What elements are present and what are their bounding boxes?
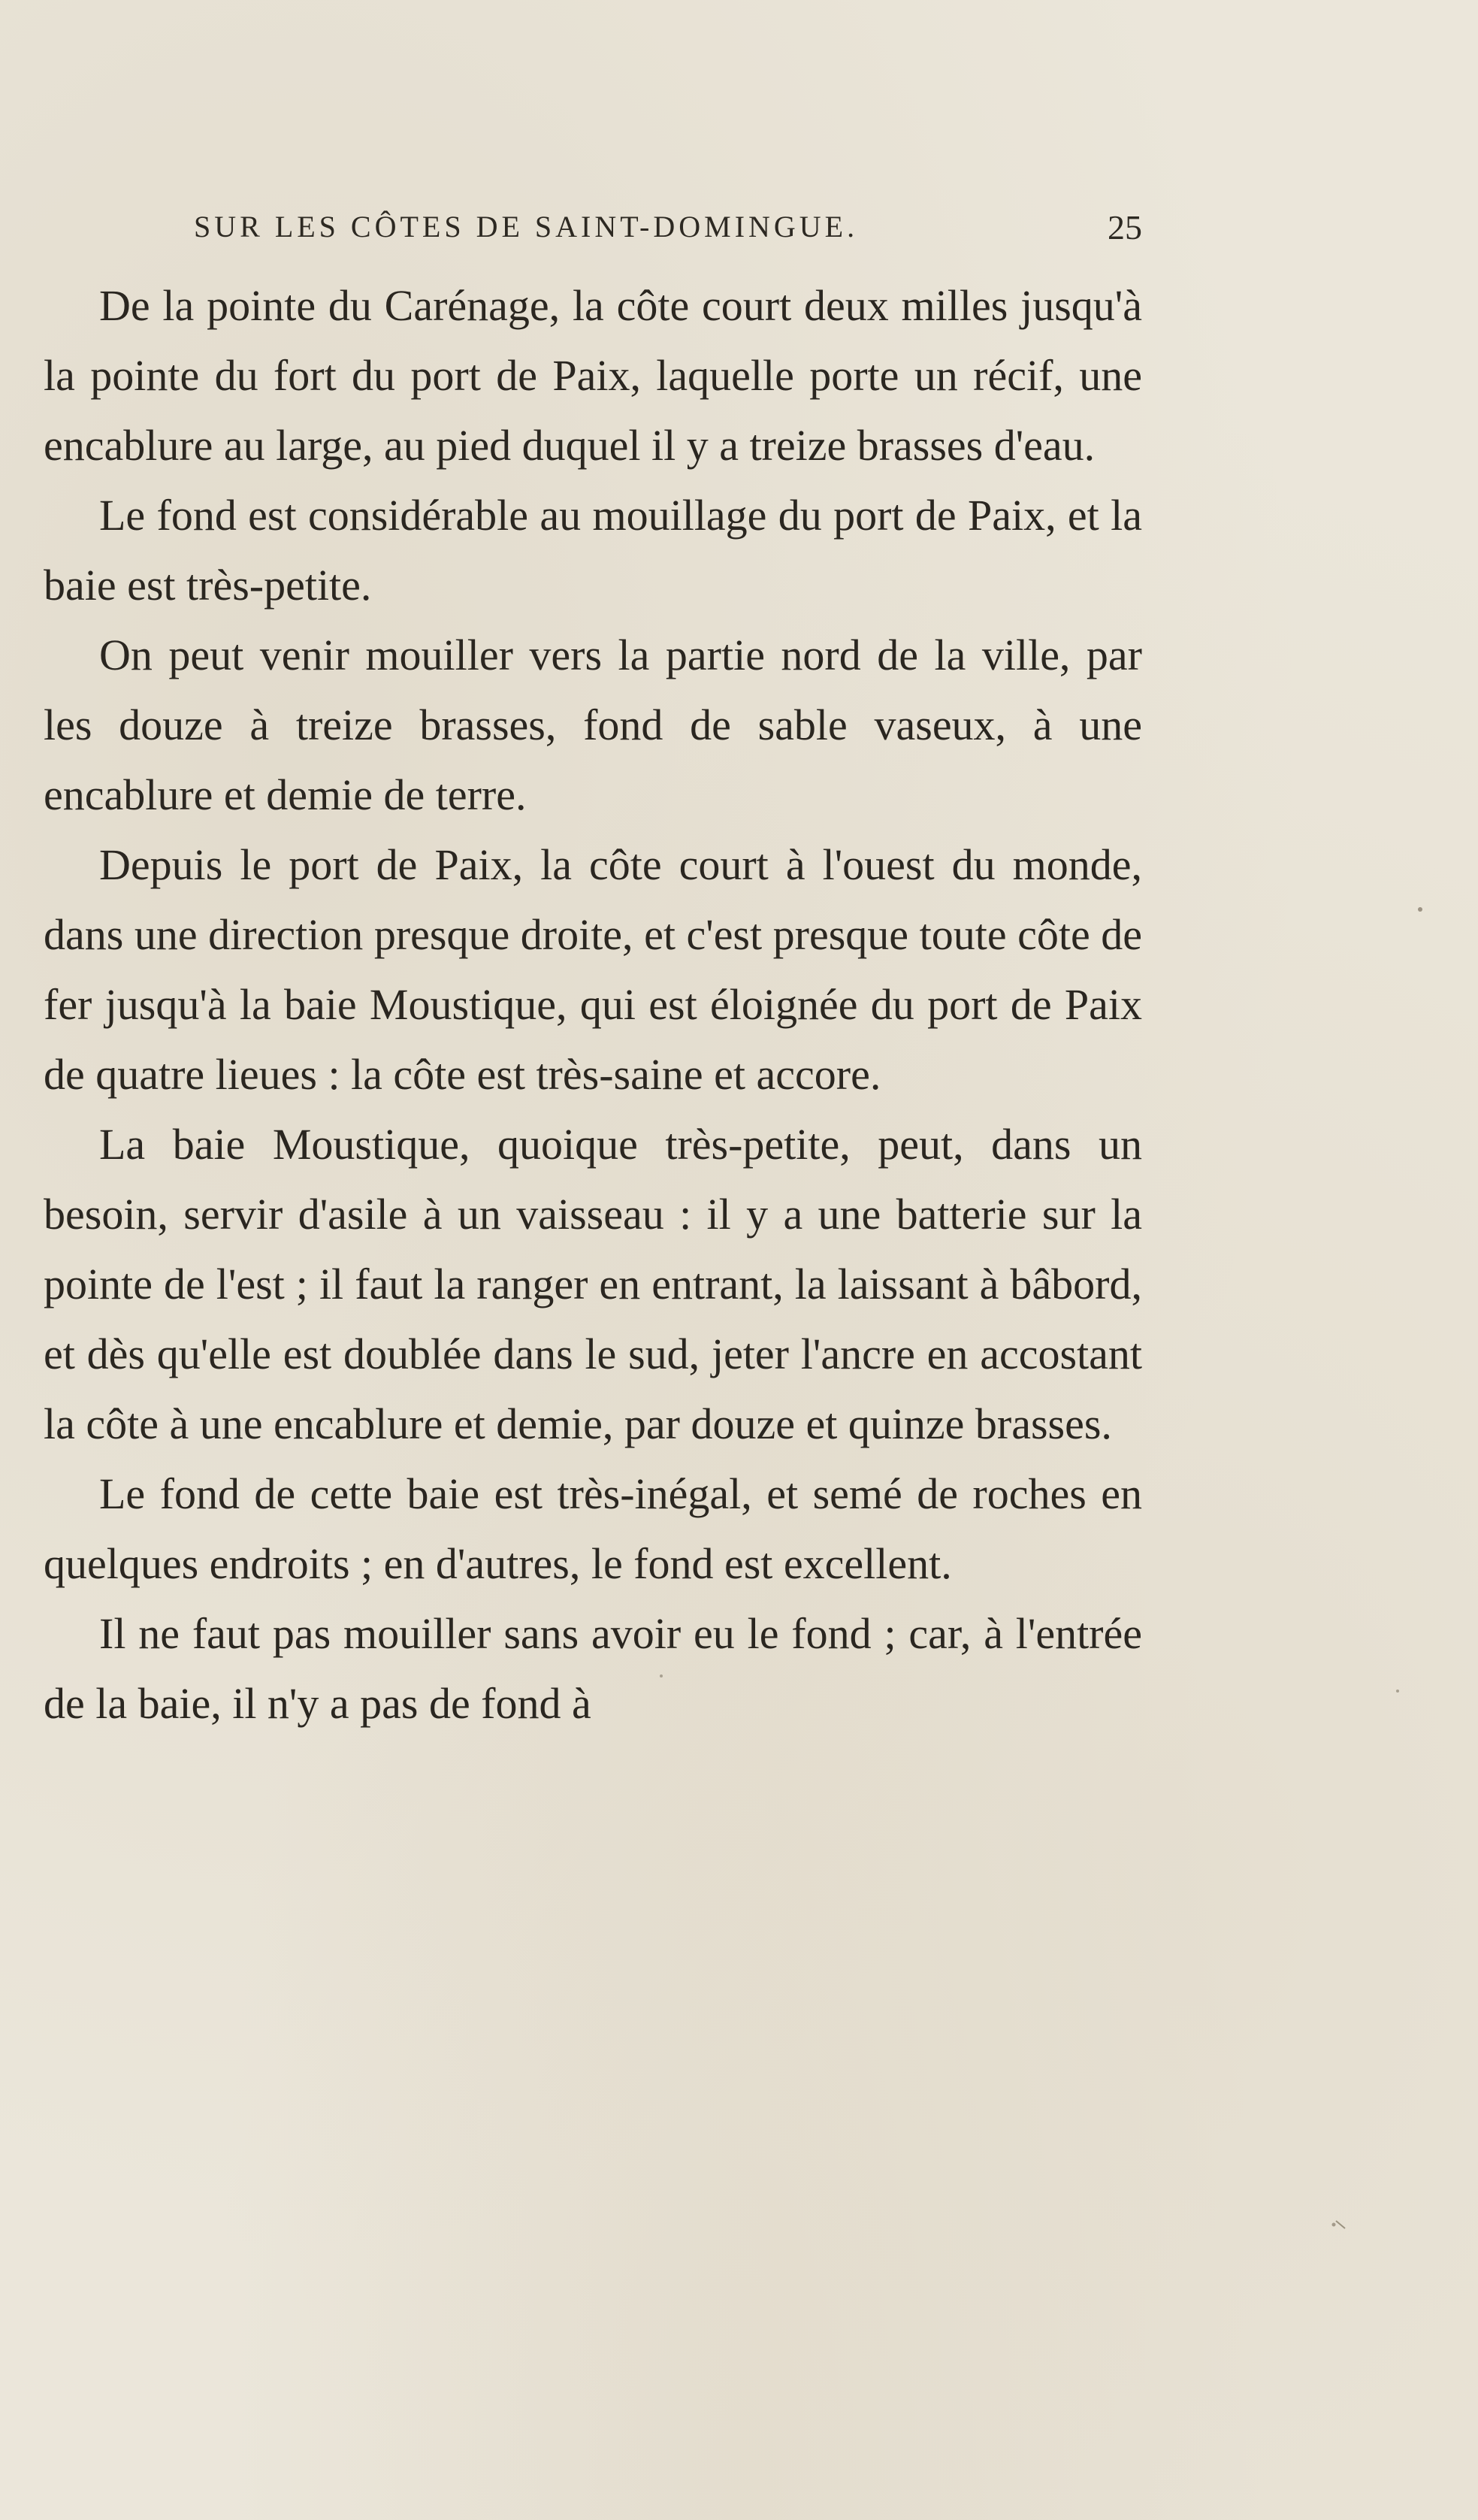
paper-speck [1396, 1690, 1399, 1693]
page-header [194, 209, 1142, 254]
paragraph: Le fond de cette baie est très-inégal, et semé de roches en quelques endroits ; en d'autres, le fond est excellent. [44, 1469, 1142, 1588]
paragraph: Le fond est considérable au mouillage du port de Paix, et la baie est très-petite. [44, 491, 1142, 610]
running-title: SUR LES CÔTES DE SAINT-DOMINGUE. [194, 210, 859, 244]
paper-speck [1336, 2221, 1345, 2228]
body-text [44, 271, 1142, 1738]
paragraph: De la pointe du Carénage, la côte court deux milles jusqu'à la pointe du fort du port de Paix, laquelle porte un récif, une encablure au large, au pied duquel il y a treize brasses d'eau. [44, 281, 1142, 470]
paragraph: Depuis le port de Paix, la côte court à l'ouest du monde, dans une direction presque droite, et c'est presque toute côte de fer jusqu'à la baie Moustique, qui est éloignée du port de Paix de quatre lieues : la côte est très-saine et accore. [44, 840, 1142, 1099]
paragraph: Il ne faut pas mouiller sans avoir eu le fond ; car, à l'entrée de la baie, il n'y a pas de fond à [44, 1609, 1142, 1728]
page-number: 25 [1108, 208, 1142, 247]
paragraph: On peut venir mouiller vers la partie nord de la ville, par les douze à treize brasses, fond de sable vaseux, à une encablure et demie de terre. [44, 631, 1142, 819]
paragraph: La baie Moustique, quoique très-petite, peut, dans un besoin, servir d'asile à un vaisseau : il y a une batterie sur la pointe de l'est ; il faut la ranger en entrant, la laissant à bâbord, et dès qu'elle est doublée dans le sud, jeter l'ancre en accostant la côte à une encablure et demie, par douze et quinze brasses. [44, 1120, 1142, 1448]
paper-speck [1332, 2223, 1336, 2227]
paper-speck [1418, 907, 1422, 912]
